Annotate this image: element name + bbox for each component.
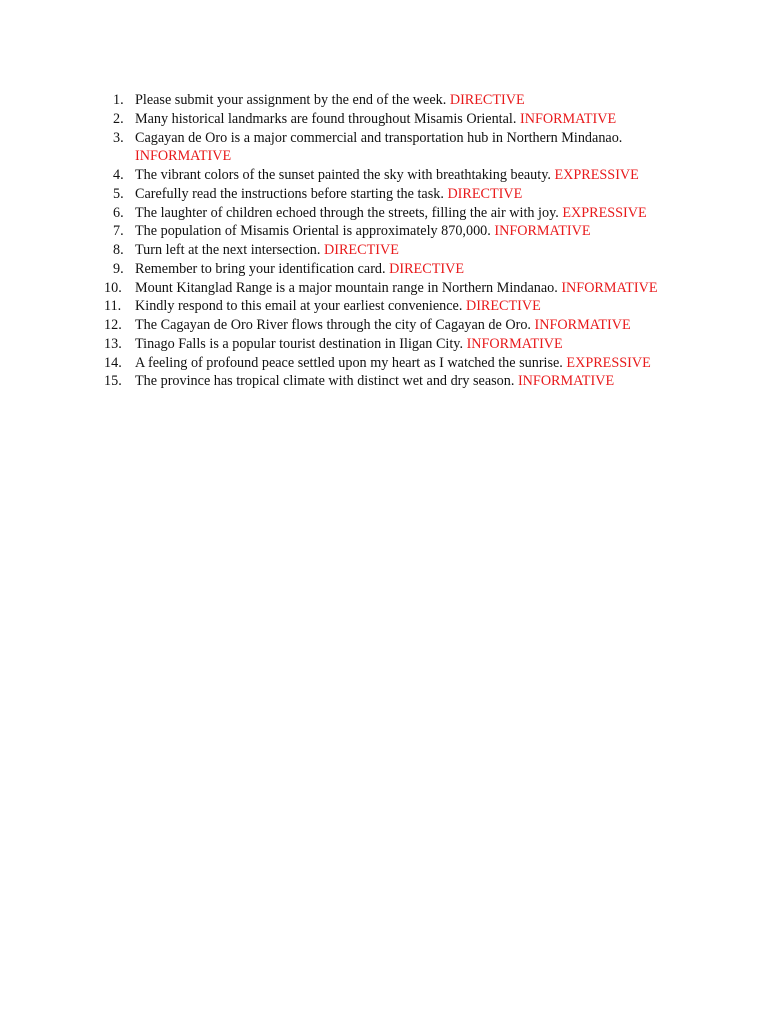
list-item [104,110,664,129]
item-number: 6. [113,204,124,221]
item-sentence: Cagayan de Oro is a major commercial and transportation hub in Northern Mindanao. [135,129,623,146]
item-number: 7. [113,223,124,240]
item-number: 8. [113,242,124,258]
item-number: 15. [104,373,122,390]
item-label: EXPRESSIVE [566,354,651,371]
item-text [135,241,664,260]
list-item [104,297,664,316]
item-number: 2. [113,110,124,127]
item-text [135,335,664,354]
item-sentence: Carefully read the instructions before starting the task. [135,185,444,202]
item-sentence: The vibrant colors of the sunset painted the sky with breathtaking beauty. [135,167,551,183]
item-text [135,166,664,185]
item-text [135,316,664,335]
item-text [135,129,664,167]
list-item [104,279,664,298]
item-sentence: Turn left at the next intersection. [135,242,321,258]
item-sentence: Remember to bring your identification card. [135,260,386,277]
item-label: DIRECTIVE [449,92,525,108]
item-label: EXPRESSIVE [554,167,639,183]
item-text [135,185,664,204]
item-sentence: The population of Misamis Oriental is approximately 870,000. [135,223,491,240]
item-number: 3. [113,129,124,146]
item-label: INFORMATIVE [517,373,615,390]
list-item [104,354,664,373]
item-number: 11. [104,298,122,315]
item-number: 9. [113,260,124,277]
item-text [135,91,664,110]
item-label: INFORMATIVE [561,279,658,296]
item-sentence: The Cagayan de Oro River flows through the city of Cagayan de Oro. [135,317,531,333]
item-number: 10. [104,279,122,296]
item-label: EXPRESSIVE [562,204,647,221]
item-number: 12. [104,317,122,333]
item-sentence: Mount Kitanglad Range is a major mountain range in Northern Mindanao. [135,279,558,296]
item-text [135,372,664,391]
item-label: INFORMATIVE [135,148,232,165]
item-text [135,279,664,298]
item-label: INFORMATIVE [466,335,563,352]
item-label: INFORMATIVE [534,317,631,333]
item-label: DIRECTIVE [389,260,464,277]
item-number: 13. [104,335,122,352]
list-item [104,316,664,335]
list-item [104,241,664,260]
item-number: 5. [113,185,124,202]
item-text [135,110,664,129]
item-label: DIRECTIVE [447,185,523,202]
list-item [104,222,664,241]
numbered-list [104,91,664,391]
item-label: DIRECTIVE [465,298,541,315]
list-item [104,91,664,110]
list-item [104,185,664,204]
item-text [135,222,664,241]
item-number: 4. [113,167,124,183]
item-number: 14. [104,354,122,371]
list-item [104,129,664,167]
item-text [135,297,664,316]
item-label: INFORMATIVE [494,223,591,240]
item-text [135,260,664,279]
item-label: INFORMATIVE [519,110,617,127]
item-sentence: The province has tropical climate with distinct wet and dry season. [135,373,515,390]
item-sentence: Many historical landmarks are found throughout Misamis Oriental. [135,110,517,127]
item-sentence: The laughter of children echoed through the streets, filling the air with joy. [135,204,559,221]
item-label: DIRECTIVE [324,242,399,258]
list-item [104,260,664,279]
item-sentence: Tinago Falls is a popular tourist destination in Iligan City. [135,335,464,352]
item-text [135,204,664,223]
item-number: 1. [113,92,124,108]
list-item [104,204,664,223]
item-text [135,354,664,373]
item-sentence: A feeling of profound peace settled upon my heart as I watched the sunrise. [135,354,563,371]
item-sentence: Please submit your assignment by the end of the week. [135,92,447,108]
list-item [104,166,664,185]
list-item [104,335,664,354]
item-sentence: Kindly respond to this email at your earliest convenience. [135,298,463,315]
list-item [104,372,664,391]
